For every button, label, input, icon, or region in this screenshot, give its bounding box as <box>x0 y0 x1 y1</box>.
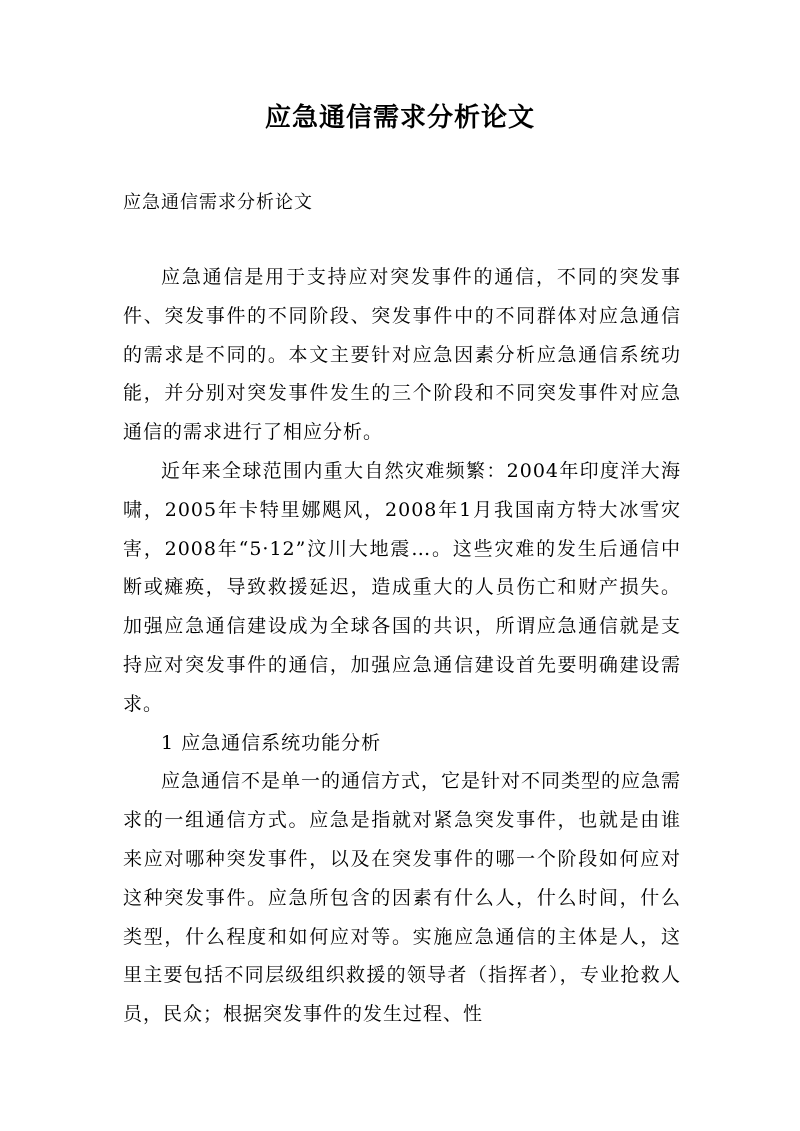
paragraph-analysis: 应急通信不是单一的通信方式，它是针对不同类型的应急需求的一组通信方式。应急是指就对紧急突发事件，也就是由谁来应对哪种突发事件，以及在突发事件的哪一个阶段如何应对这种突发事件。应急所包含的因素有什么人，什么时间，什么类型，什么程度和如何应对等。实施应急通信的主体是人，这里主要包括不同层级组织救援的领导者（指挥者），专业抢救人员，民众；根据突发事件的发生过程、性 <box>123 770 682 1026</box>
document-subtitle: 应急通信需求分析论文 <box>123 192 313 213</box>
paragraph-intro: 应急通信是用于支持应对突发事件的通信，不同的突发事件、突发事件的不同阶段、突发事件中的不同群体对应急通信的需求是不同的。本文主要针对应急因素分析应急通信系统功能，并分别对突发事件发生的三个阶段和不同突发事件对应急通信的需求进行了相应分析。 <box>123 266 681 444</box>
document-title: 应急通信需求分析论文 <box>264 103 535 133</box>
section-heading: 1 应急通信系统功能分析 <box>161 731 382 754</box>
document-body <box>123 258 681 1034</box>
paragraph-background: 近年来全球范围内重大自然灾难频繁：2004年印度洋大海啸，2005年卡特里娜飓风，2008年1月我国南方特大冰雪灾害，2008年“5·12”汶川大地震…。这些灾难的发生后通信中断或瘫痪，导致救援延迟，造成重大的人员伤亡和财产损失。加强应急通信建设成为全球各国的共识，所谓应急通信就是支持应对突发事件的通信，加强应急通信建设首先要明确建设需求。 <box>123 459 681 715</box>
